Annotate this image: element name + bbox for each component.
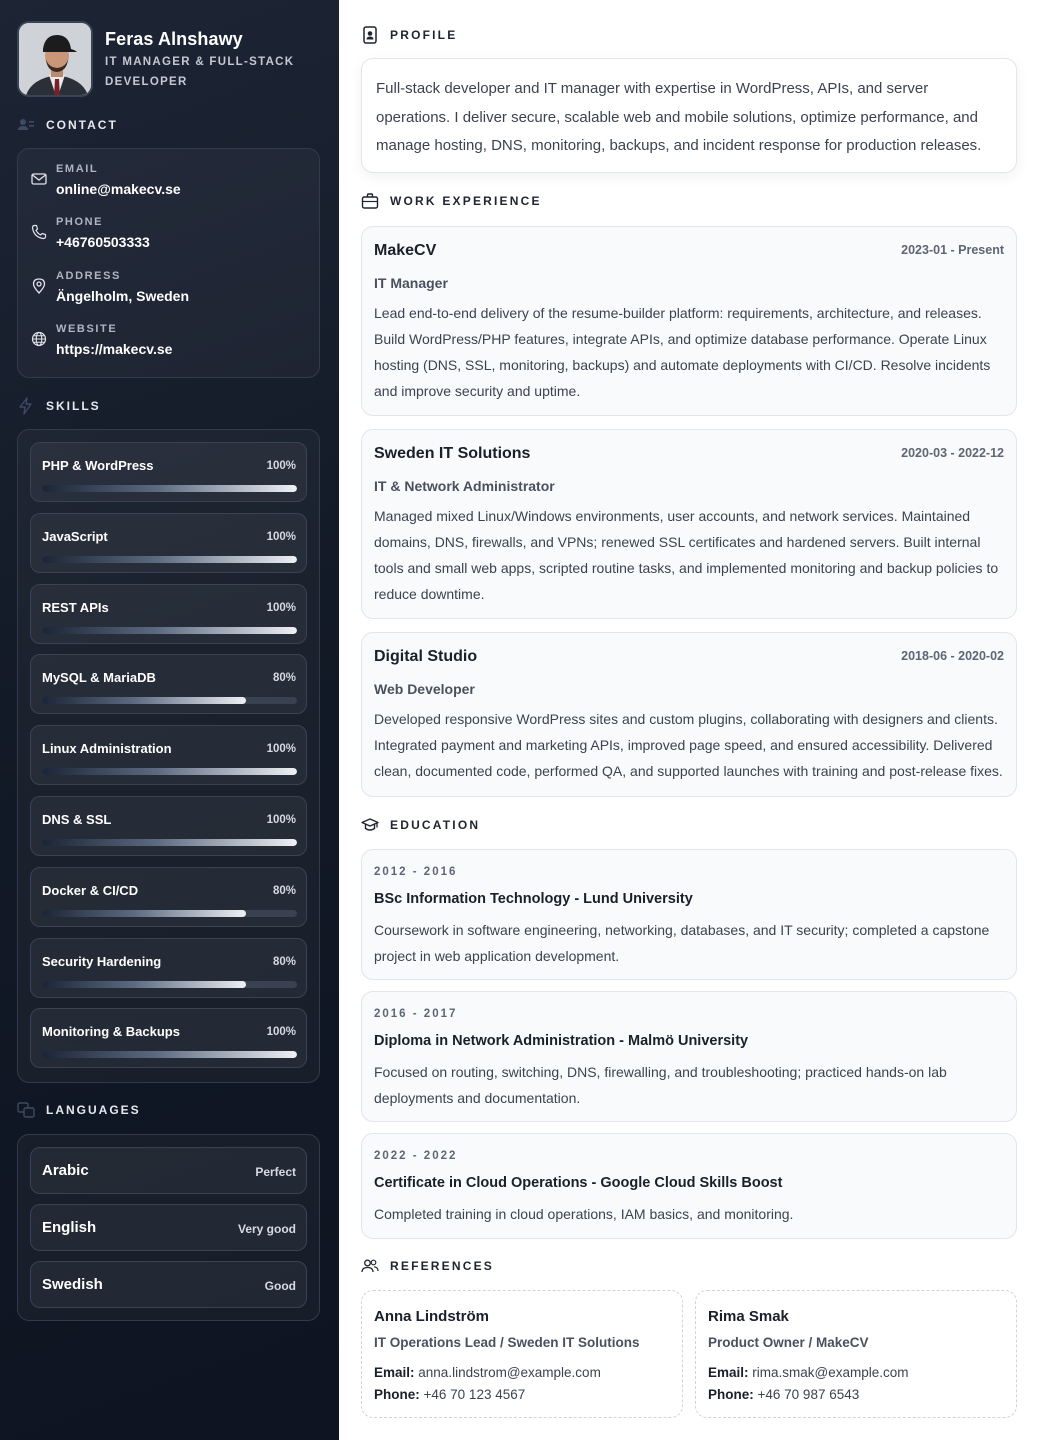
mail-icon [31,171,47,187]
education-title: BSc Information Technology - Lund University [374,891,693,907]
skill-level: 100% [266,530,296,543]
education-description: Completed training in cloud operations, IAM basics, and monitoring. [374,1206,794,1222]
languages-heading-label: LANGUAGES [46,1103,141,1117]
reference-email[interactable] [708,1365,909,1380]
skill-progress-track [42,697,297,704]
reference-phone-value[interactable]: +46 70 123 4567 [423,1387,526,1402]
skill-name: Monitoring & Backups [42,1024,180,1040]
language-item [30,1204,307,1251]
website-label: WEBSITE [56,323,118,335]
education-heading-label: EDUCATION [390,818,481,832]
reference-email[interactable] [374,1365,601,1380]
contact-heading [17,116,118,134]
education-title: Certificate in Cloud Operations - Google Cloud Skills Boost [374,1175,783,1191]
job-description: Developed responsive WordPress sites and custom plugins, collaborating with designers and clients. Integrated payment and marketing APIs, improved page speed, and ensured accessibility. Delivered clean, documented code, performed QA, and supported launches with training and post-release fixes. [374,711,1003,779]
skill-item [30,584,307,644]
skill-progress-track [42,768,297,775]
skill-progress-fill [42,627,297,634]
language-level: Good [264,1279,296,1293]
reference-role: Product Owner / MakeCV [708,1335,869,1350]
job-card [361,226,1017,416]
language-item [30,1261,307,1308]
contact-card [17,148,320,378]
skill-level: 100% [266,1026,296,1039]
reference-email-label: Email: [374,1365,415,1380]
contact-website[interactable] [31,323,172,357]
people-icon [361,1257,379,1275]
language-item [30,1147,307,1194]
contact-email[interactable] [31,163,181,197]
avatar [17,21,93,97]
phone-icon [31,224,47,240]
profile-photo [19,23,93,97]
skill-item [30,1008,307,1068]
skill-progress-fill [42,1051,297,1058]
work-experience-heading [361,192,542,210]
language-level: Very good [237,1222,296,1236]
job-dates: 2018-06 - 2020-02 [901,649,1004,663]
briefcase-icon [361,192,379,210]
sidebar [0,0,339,1440]
language-name: Arabic [42,1162,89,1179]
person-name: Feras Alnshawy [105,29,243,49]
skill-progress-fill [42,910,246,917]
phone-label: PHONE [56,216,104,228]
skill-item [30,938,307,998]
skill-progress-track [42,485,297,492]
language-name: English [42,1219,97,1236]
translate-icon [17,1101,35,1119]
job-card [361,429,1017,619]
skill-progress-track [42,627,297,634]
reference-phone[interactable] [708,1387,859,1402]
skill-name: Linux Administration [42,741,172,757]
globe-icon [31,331,47,347]
reference-email-value[interactable]: anna.lindstrom@example.com [418,1365,601,1380]
email-label: EMAIL [56,163,99,175]
reference-role: IT Operations Lead / Sweden IT Solutions [374,1335,640,1350]
skill-progress-track [42,839,297,846]
job-dates: 2023-01 - Present [901,243,1004,257]
skills-heading [17,397,101,415]
education-title: Diploma in Network Administration - Malmö University [374,1033,749,1049]
skill-level: 100% [266,743,296,756]
location-pin-icon [31,278,47,294]
skills-heading-label: SKILLS [46,399,101,413]
education-description: Coursework in software engineering, networking, databases, and IT security; completed a capstone project in web application development. [374,922,990,964]
job-title: IT Manager [374,275,448,291]
contact-phone[interactable] [31,216,150,250]
profile-card [361,58,1017,173]
skill-name: Docker & CI/CD [42,882,139,898]
skill-progress-track [42,1051,297,1058]
skill-name: DNS & SSL [42,812,112,827]
job-company: MakeCV [374,242,437,259]
languages-heading [17,1101,141,1119]
profile-summary: Full-stack developer and IT manager with expertise in WordPress, APIs, and server operations. I deliver secure, scalable web and mobile solutions, optimize performance, and manage hosting, DNS, monitoring, backups, and incident response for production releases. [376,80,982,154]
education-years: 2012 - 2016 [374,866,458,878]
skill-item [30,654,307,714]
job-company: Digital Studio [374,648,478,665]
skill-name: MySQL & MariaDB [42,670,156,686]
job-description: Lead end-to-end delivery of the resume-builder platform: requirements, architecture, and releases. Build WordPress/PHP features, integrate APIs, and optimize database performance. Operate Linux hosting (DNS, SSL, monitoring, backups) and automate deployments with CI/CD. Resolve incidents and improve security and uptime. [374,305,991,399]
languages-card [17,1134,320,1321]
profile-heading-label: PROFILE [390,28,458,42]
skill-level: 80% [272,884,296,897]
skill-progress-fill [42,697,246,704]
reference-email-label: Email: [708,1365,749,1380]
skills-card [17,429,320,1083]
skill-progress-fill [42,839,297,846]
contact-address [31,270,189,304]
education-card [361,849,1017,980]
contact-heading-label: CONTACT [46,118,118,132]
reference-phone-label: Phone: [374,1387,420,1402]
skill-level: 100% [266,601,296,614]
skill-item [30,442,307,502]
reference-phone[interactable] [374,1387,525,1402]
education-card [361,991,1017,1122]
person-role: IT MANAGER & FULL-STACK DEVELOPER [105,56,295,88]
skill-item [30,796,307,856]
skill-name: Security Hardening [42,953,162,969]
skill-progress-fill [42,768,297,775]
education-card [361,1133,1017,1239]
skill-item [30,867,307,927]
education-years: 2022 - 2022 [374,1150,458,1162]
skill-progress-track [42,910,297,917]
job-card [361,632,1017,797]
reference-card [361,1290,683,1418]
reference-phone-value[interactable]: +46 70 987 6543 [757,1387,860,1402]
profile-heading [361,26,457,44]
skill-progress-fill [42,556,297,563]
job-description: Managed mixed Linux/Windows environments, user accounts, and network services. Maintained domains, DNS, firewalls, and VPNs; renewed SSL certificates and hardened servers. Built internal tools and small web apps, scripted routine tasks, and implemented monitoring and backup policies to reduce downtime. [374,508,999,602]
skill-level: 100% [266,460,296,472]
references-heading [361,1257,494,1275]
skill-progress-track [42,981,297,988]
job-title: IT & Network Administrator [374,478,555,494]
education-heading [361,816,480,834]
contact-card-icon [17,116,35,134]
lightning-icon [17,397,35,415]
id-badge-icon [361,26,379,44]
skill-item [30,513,307,573]
phone-value[interactable]: +46760503333 [56,234,150,250]
language-level: Perfect [255,1165,296,1179]
skill-item [30,725,307,785]
skill-level: 80% [272,955,296,968]
reference-name: Rima Smak [708,1308,789,1325]
references-heading-label: REFERENCES [390,1259,495,1273]
reference-name: Anna Lindström [374,1308,489,1325]
job-company: Sweden IT Solutions [374,445,531,462]
address-value: Ängelholm, Sweden [56,288,190,304]
email-value[interactable]: online@makecv.se [56,181,181,197]
reference-email-value[interactable]: rima.smak@example.com [752,1365,909,1380]
skill-level: 100% [266,814,296,826]
skill-progress-track [42,556,297,563]
skill-name: JavaScript [42,528,108,544]
job-title: Web Developer [374,681,475,697]
website-value[interactable]: https://makecv.se [56,341,173,357]
skill-progress-fill [42,485,297,492]
job-dates: 2020-03 - 2022-12 [901,446,1004,460]
skill-level: 80% [272,672,296,685]
reference-phone-label: Phone: [708,1387,754,1402]
education-description: Focused on routing, switching, DNS, firewalling, and troubleshooting; practiced hands-on lab deployments and documentation. [374,1064,947,1106]
skill-progress-fill [42,981,246,988]
address-label: ADDRESS [56,270,121,282]
skill-name: REST APIs [42,599,109,615]
language-name: Swedish [42,1276,103,1293]
graduation-cap-icon [361,816,379,834]
education-years: 2016 - 2017 [374,1008,458,1020]
skill-name: PHP & WordPress [42,458,154,473]
work-experience-heading-label: WORK EXPERIENCE [390,194,542,208]
reference-card [695,1290,1017,1418]
